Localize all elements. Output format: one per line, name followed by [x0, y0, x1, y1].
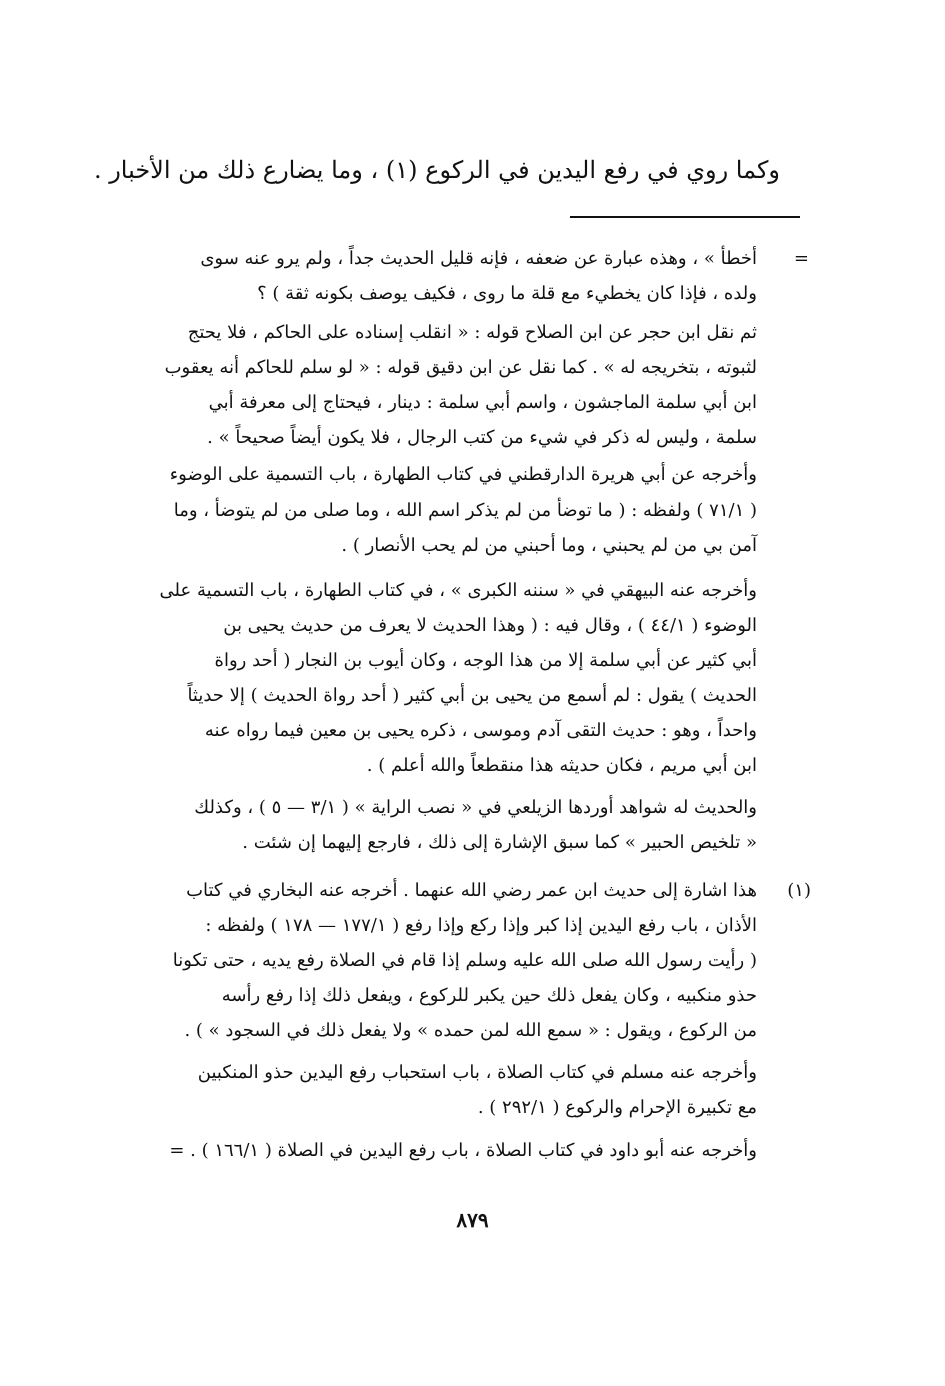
footnote-line: وأخرجه عنه مسلم في كتاب الصلاة ، باب استحباب رفع اليدين حذو المنكبين	[197, 1062, 757, 1083]
footnote-line: الأذان ، باب رفع اليدين إذا كبر وإذا ركع وإذا رفع ( ١٧٧/١ — ١٧٨ ) ولفظه :	[205, 915, 757, 936]
continuation-line: آمن بي من لم يحبني ، وما أحبني من لم يحب الأنصار ) .	[341, 535, 757, 556]
continuation-line: وأخرجه عن أبي هريرة الدارقطني في كتاب الطهارة ، باب التسمية على الوضوء	[169, 464, 757, 485]
footnote-line: وأخرجه عنه أبو داود في كتاب الصلاة ، باب رفع اليدين في الصلاة ( ١٦٦/١ ) . =	[169, 1140, 757, 1161]
continuation-line: الحديث ) يقول : لم أسمع من يحيى بن أبي كثير ( أحد رواة الحديث ) إلا حديثاً	[187, 685, 757, 706]
continuation-line: الوضوء ( ٤٤/١ ) ، وقال فيه : ( وهذا الحديث لا يعرف من حديث يحيى بن	[223, 615, 757, 636]
continuation-line: ( ٧١/١ ) ولفظه : ( ما توضأ من لم يذكر اسم الله ، وما صلى من لم يتوضأ ، وما	[173, 500, 757, 521]
continuation-line: سلمة ، وليس له ذكر في شيء من كتب الرجال ، فلا يكون أيضاً صحيحاً » .	[207, 427, 757, 448]
continuation-line: أبي كثير عن أبي سلمة إلا من هذا الوجه ، وكان أيوب بن النجار ( أحد رواة	[214, 650, 757, 671]
continuation-line: واحداً ، وهو : حديث التقى آدم وموسى ، ذكره يحيى بن معين فيما رواه عنه	[204, 720, 757, 741]
continuation-line: وأخرجه عنه البيهقي في « سننه الكبرى » ، في كتاب الطهارة ، باب التسمية على	[159, 580, 757, 601]
footnote-line: هذا اشارة إلى حديث ابن عمر رضي الله عنهما . أخرجه عنه البخاري في كتاب	[186, 880, 757, 901]
continuation-line: « تلخيص الحبير » كما سبق الإشارة إلى ذلك ، فارجع إليهما إن شئت .	[242, 832, 757, 853]
page-number: ٨٧٩	[456, 1208, 489, 1232]
footnote-separator	[570, 216, 800, 218]
footnote-line: حذو منكبيه ، وكان يفعل ذلك حين يكبر للركوع ، ويفعل ذلك إذا رفع رأسه	[221, 985, 757, 1006]
footnote-number: (١)	[787, 880, 811, 901]
continuation-line: والحديث له شواهد أوردها الزيلعي في « نصب الراية » ( ٣/١ — ٥ ) ، وكذلك	[194, 797, 757, 818]
footnote-line: من الركوع ، ويقول : « سمع الله لمن حمده » ولا يفعل ذلك في السجود » ) .	[184, 1020, 757, 1041]
main-text: وكما روي في رفع اليدين في الركوع (١) ، وما يضارع ذلك من الأخبار .	[93, 156, 780, 184]
continuation-line: أخطأ » ، وهذه عبارة عن ضعفه ، فإنه قليل الحديث جداً ، ولم يرو عنه سوى	[200, 248, 757, 269]
continuation-line: لثبوته ، بتخريجه له » . كما نقل عن ابن دقيق قوله : « لو سلم للحاكم أنه يعقوب	[164, 357, 757, 378]
continuation-line: ثم نقل ابن حجر عن ابن الصلاح قوله : « انقلب إسناده على الحاكم ، فلا يحتج	[187, 322, 757, 343]
footnote-line: مع تكبيرة الإحرام والركوع ( ٢٩٢/١ ) .	[477, 1097, 757, 1118]
continuation-line: ولده ، فإذا كان يخطيء مع قلة ما روى ، فكيف يوصف بكونه ثقة ) ؟	[257, 283, 757, 304]
continuation-marker: =	[793, 248, 809, 269]
continuation-line: ابن أبي سلمة الماجشون ، واسم أبي سلمة : دينار ، فيحتاج إلى معرفة أبي	[208, 392, 757, 413]
footnote-line: ( رأيت رسول الله صلى الله عليه وسلم إذا قام في الصلاة رفع يديه ، حتى تكونا	[172, 950, 757, 971]
continuation-line: ابن أبي مريم ، فكان حديثه هذا منقطعاً والله أعلم ) .	[366, 755, 757, 776]
